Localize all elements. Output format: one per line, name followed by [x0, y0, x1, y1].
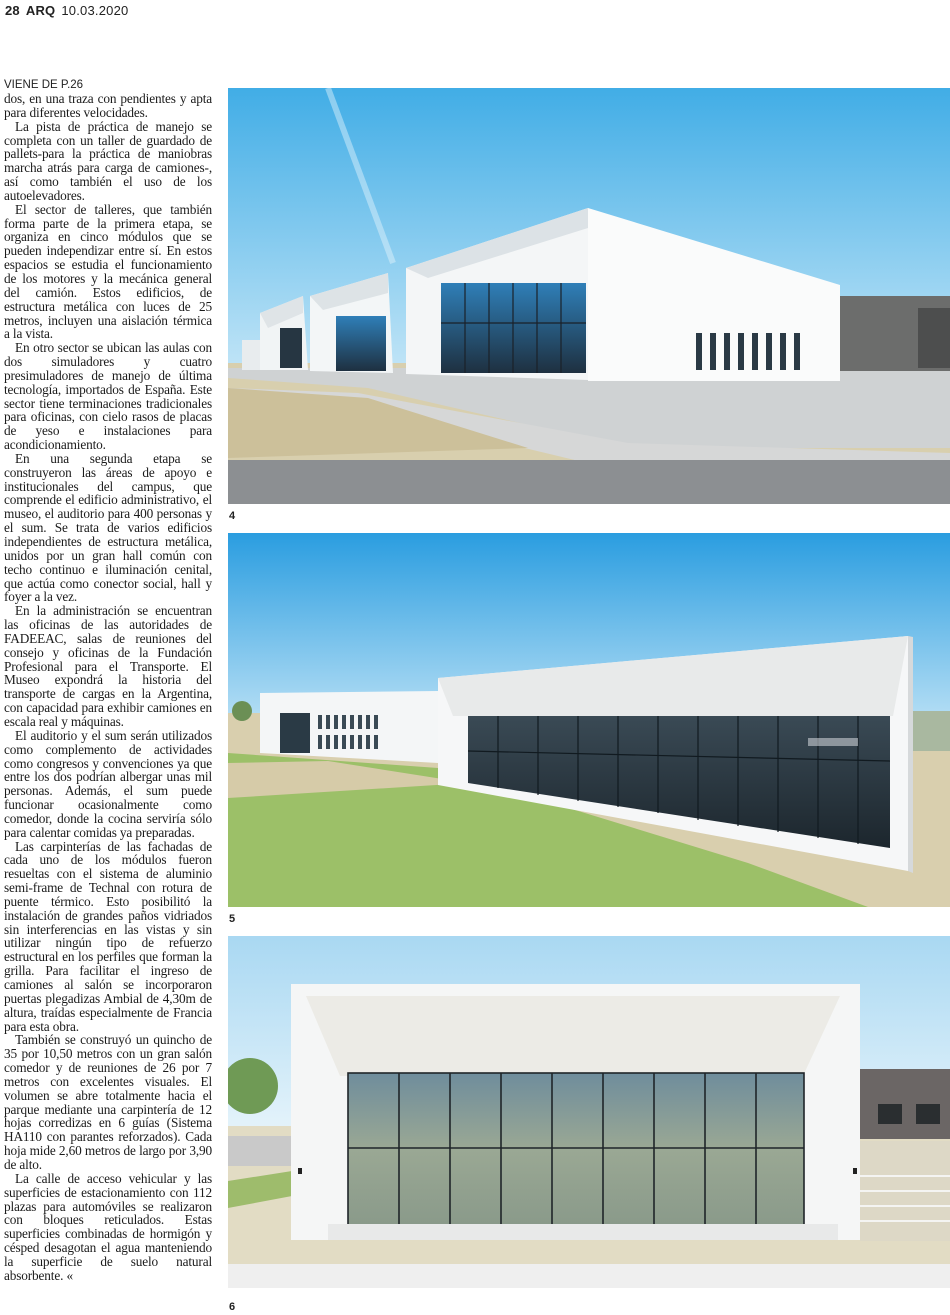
- photo-caption-6: 6: [229, 1301, 236, 1313]
- article-column: [4, 79, 212, 1283]
- article-paragraph: dos, en una traza con pendientes y apta para diferentes velocidades.: [4, 91, 212, 120]
- article-paragraph: La pista de práctica de manejo se completa con un taller de guardado de pallets-para la práctica de maniobras marcha atrás para carga de camiones-, así como también el uso de los autoelevadores.: [4, 118, 212, 203]
- article-paragraph: También se construyó un quincho de 35 por 10,50 metros con un gran salón comedor y de reuniones de 26 por 7 metros con excelentes visuales. El volumen se abre totalmente hacia el parque mediante una carpintería de 12 hojas corredizas en 6 guías (Sistema HA110 con parantes reforzados). Cada hoja mide 2,60 metros de largo por 3,90 de alto.: [4, 1032, 212, 1172]
- photo-caption-4: 4: [229, 510, 236, 522]
- photo-4-workshop-modules: [228, 88, 950, 504]
- page-number: 28: [5, 3, 20, 18]
- page-folio: [5, 3, 128, 18]
- issue-date: 10.03.2020: [61, 3, 129, 18]
- section-name: ARQ: [25, 3, 56, 18]
- article-paragraph: El auditorio y el sum serán utilizados como complemento de actividades como congresos y convenciones ya que entre los dos podrían albergar unas mil personas. Además, el sum puede funcionar ocasionalmente como comedor, donde la cocina serviría sólo para calentar comidas ya preparadas.: [4, 727, 212, 840]
- article-paragraph: La calle de acceso vehicular y las superficies de estacionamiento con 112 plazas para automóviles se realizaron con bloques reticulados. Estas superficies combinadas de hormigón y césped desagotan el agua manteniendo la superficie de suelo natural absorbente. «: [4, 1170, 212, 1283]
- article-paragraph: Las carpinterías de las fachadas de cada uno de los módulos fueron resueltas con el sistema de aluminio semi-frame de Technal con rotura de puente térmico. Esto posibilitó la instalación de grandes paños vidriados sin interferencias en las vistas y sin utilizar ningún tipo de refuerzo estructural en los perfiles que forman la grilla. Para facilitar el ingreso de camiones al salón se incorporaron puertas plegadizas Ambial de 4,30m de altura, traídas especialmente de Francia para esta obra.: [4, 838, 212, 1034]
- article-paragraph: El sector de talleres, que también forma parte de la primera etapa, se organiza en cinco módulos que se pueden independizar entre sí. En estos espacios se estudia el funcionamiento de los motores y la mecánica general del camión. Estos edificios, de estructura metálica con luces de 25 metros, incluyen una aislación térmica a la vista.: [4, 201, 212, 342]
- article-paragraph: En otro sector se ubican las aulas con dos simuladores y cuatro presimuladores de manejo de última tecnología, importados de España. Este sector tiene terminaciones tradicionales para oficinas, con cielo rasos de placas de yeso e instalaciones para acondicionamiento.: [4, 340, 212, 453]
- article-paragraph: En la administración se encuentran las oficinas de las autoridades de FADEEAC, salas de reuniones del consejo y oficinas de la Fundación Profesional para el Transporte. El Museo expondrá la historia del transporte de cargas en la Argentina, con capacidad para exhibir camiones en escala real y máquinas.: [4, 603, 212, 729]
- article-paragraph: En una segunda etapa se construyeron las áreas de apoyo e institucionales del campus, que comprende el edificio administrativo, el museo, el auditorio para 400 personas y el sum. Se trata de varios edificios independientes de estructura metálica, unidos por un gran hall común con techo continuo e iluminación cenital, que actúa como conector social, hall y foyer a la vez.: [4, 450, 212, 605]
- photo-5-glazed-building: [228, 533, 950, 907]
- continued-from: VIENE DE P.26: [4, 79, 84, 91]
- photo-6-frontal-facade: [228, 936, 950, 1288]
- photo-caption-5: 5: [229, 913, 236, 925]
